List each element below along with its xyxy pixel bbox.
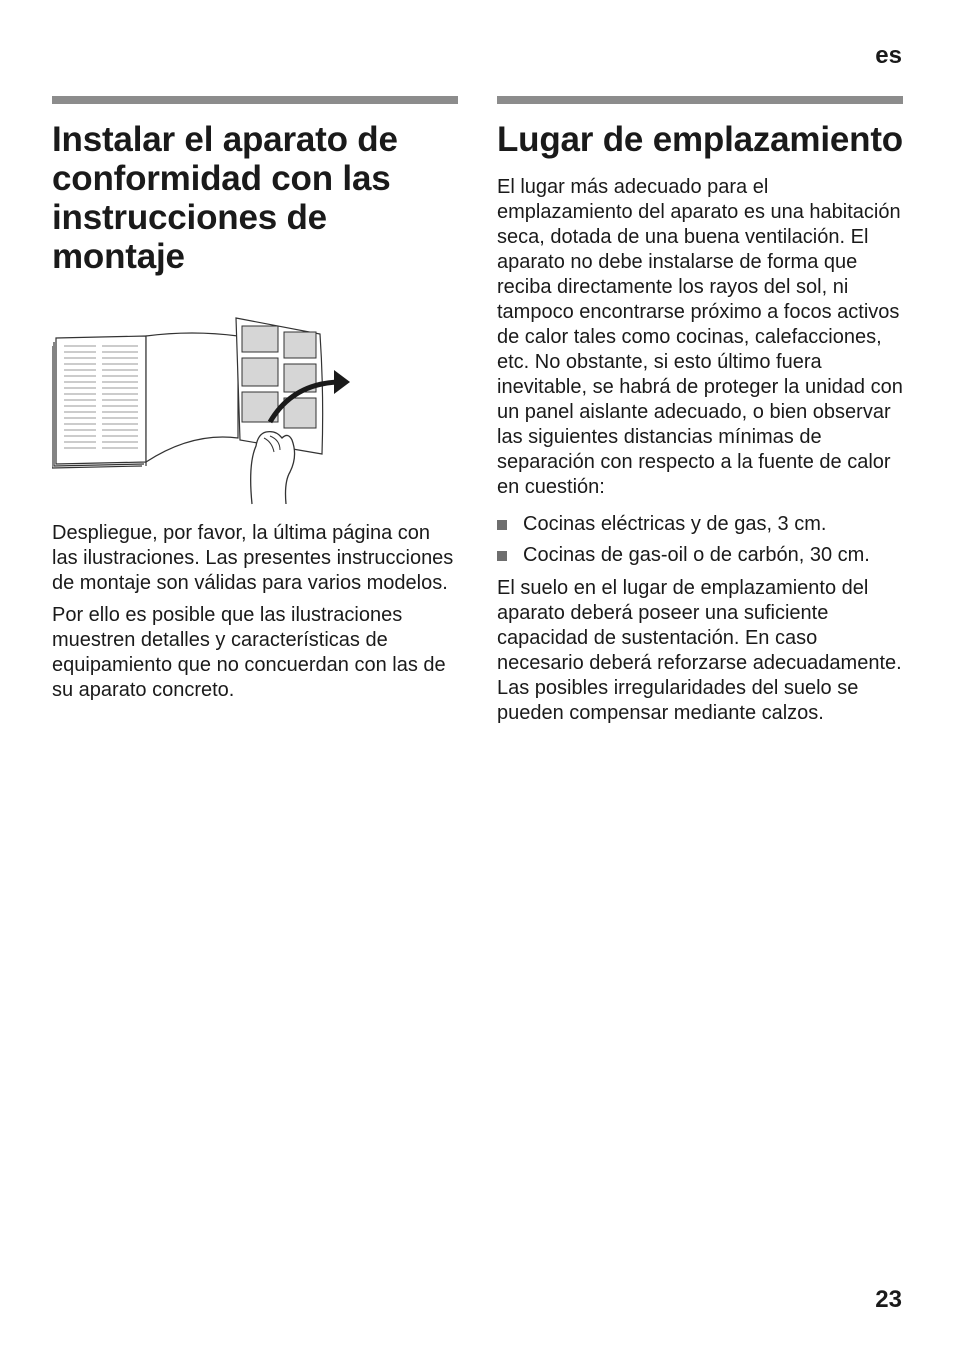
- paragraph: El suelo en el lugar de emplazamiento del aparato deberá poseer una suficiente capacidad de sustentación. En caso necesario deberá reforzarse adecuadamente. Las posibles irregularidades del suelo se pueden compensar mediante calzos.: [497, 577, 902, 724]
- paragraph: Despliegue, por favor, la última página con las ilustraciones. Las presentes instrucciones de montaje son válidas para varios modelos.: [52, 522, 454, 594]
- section-title: Lugar de emplazamiento: [497, 120, 903, 159]
- list-item-text: Cocinas eléctricas y de gas, 3 cm.: [523, 513, 827, 535]
- section-rule: [52, 96, 458, 104]
- square-bullet-icon: [497, 551, 507, 561]
- list-item: [497, 512, 903, 537]
- section-rule: [497, 96, 903, 104]
- manual-unfold-illustration: [52, 314, 362, 506]
- square-bullet-icon: [497, 520, 507, 530]
- paragraph: Por ello es posible que las ilustraciones muestren detalles y características de equipamiento que no concuerdan con las de su aparato concreto.: [52, 604, 446, 701]
- distance-list: [497, 512, 903, 568]
- list-item: [497, 543, 903, 568]
- section-body: [52, 521, 458, 703]
- page-number: 23: [875, 1286, 902, 1313]
- language-label: es: [875, 42, 902, 69]
- paragraph: El lugar más adecuado para el emplazamiento del aparato es una habitación seca, dotada de una buena ventilación. El aparato no debe instalarse de forma que reciba directamente los rayos del sol, ni tampoco encontrarse próximo a focos activos de calor tales como cocinas, calefacciones, etc. No obstante, si esto último fuera inevitable, se habrá de proteger la unidad con un panel aislante adecuado, o bien observar las siguientes distancias mínimas de separación con respecto a la fuente de calor en cuestión:: [497, 176, 903, 498]
- section-title: Instalar el aparato de conformidad con las instrucciones de montaje: [52, 120, 398, 276]
- list-item-text: Cocinas de gas-oil o de carbón, 30 cm.: [523, 544, 870, 566]
- section-install-instructions: [52, 96, 458, 703]
- section-location: [497, 96, 903, 726]
